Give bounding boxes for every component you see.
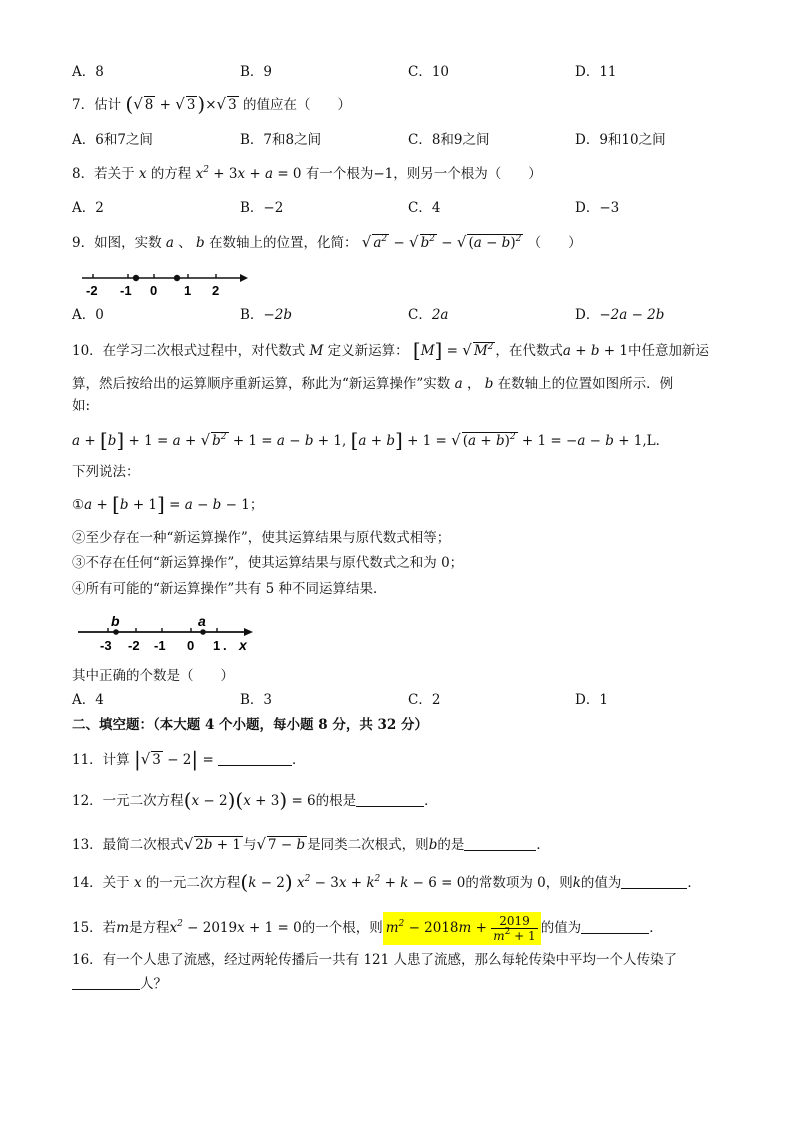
q6-option-d: D．11 <box>575 64 617 80</box>
q10-label-b: b <box>111 613 120 629</box>
q13-answer-blank[interactable] <box>464 836 536 851</box>
q10-point-b <box>113 629 119 635</box>
q8-option-b: B．−2 <box>240 200 284 216</box>
q10-option-d: D．1 <box>575 692 608 708</box>
q12-stem: 12．一元二次方程(x − 2)(x + 3) = 6的根是 ． <box>72 788 438 812</box>
q9-tick-label: 1 <box>184 283 192 298</box>
q10-axis-arrow <box>244 628 253 636</box>
q10-tick-label: 1 <box>213 638 221 653</box>
q15-stem: 15．若m是方程$x^2 - 2019x + 1 = 0$的一个根，则 $m^2 - 2018m$ + $\frac{2019}{m^2 + 1}$ 的值为 ． <box>72 914 663 943</box>
q6-option-c: C．10 <box>408 64 450 80</box>
q9-option-b: B．−2b <box>240 307 292 323</box>
q11-answer-blank[interactable] <box>218 751 292 766</box>
q9-option-a: A．0 <box>72 307 104 323</box>
q7-option-a: A．6和7之间 <box>72 132 153 148</box>
q8-equation: $x^2 + 3x + a = 0$ <box>195 165 302 182</box>
q7-options <box>72 130 732 150</box>
q6-options <box>72 62 732 82</box>
q10-label-a: a <box>198 613 206 629</box>
q10-label-x: x <box>239 637 247 653</box>
q9-tick-label: -1 <box>120 283 132 298</box>
q16-stem-line2: 人？ <box>72 974 167 994</box>
q8-option-d: D．−3 <box>575 200 620 216</box>
q10-tick-label: -2 <box>128 638 140 653</box>
q9-tick-label: -2 <box>86 283 98 298</box>
q14-stem: 14．关于 x 的一元二次方程(k − 2) $x^2 - 3x + k^2 + k - 6 = 0$的常数项为 0，则k的值为 ． <box>72 870 701 894</box>
q10-tick-dot: . <box>223 638 227 653</box>
q9-stem: 9．如图，实数 a 、 b 在数轴上的位置，化简： √ $a^2$ − √ $b^2$ − √ $(a - b)^2$ （ ） <box>72 233 582 251</box>
q10-example: a + [b] + 1 = a + √ $b^2 + 1 = a - b + 1$, [a + b] + 1 = √ $(a + b)^2 + 1 = -a - b + 1,L$． <box>72 428 670 452</box>
q10-list-intro: 下列说法： <box>72 464 140 480</box>
q9-option-c: C．2a <box>408 307 449 323</box>
q10-tick-label: -1 <box>154 638 166 653</box>
q10-statement-1: ①a + [b + 1] = a − b − 1； <box>72 492 264 516</box>
section-2-heading: 二、填空题：（本大题 4 个小题，每小题 8 分，共 32 分） <box>72 717 429 733</box>
q12-answer-blank[interactable] <box>356 792 424 807</box>
q15-highlighted-expression: $m^2 - 2018m$ + $\frac{2019}{m^2 + 1}$ <box>383 912 541 945</box>
q9-number-line <box>80 264 250 300</box>
q9-point-b <box>133 275 139 281</box>
q9-axis-arrow <box>240 274 248 282</box>
q9-tick-label: 2 <box>212 283 220 298</box>
q8-option-a: A．2 <box>72 200 104 216</box>
q8-stem: 8．若关于 x 的方程 $x^2 + 3x + a = 0$ 有一个根为−1，则另一个根为（ ） <box>72 165 542 182</box>
q11-stem: 11．计算 |√ 3 − 2| = ． <box>72 747 306 771</box>
q8-option-c: C．4 <box>408 200 441 216</box>
q9-option-d: D．−2a − 2b <box>575 307 665 323</box>
q10-statement-3: ③不存在任何“新运算操作”，使其运算结果与原代数式之和为 0； <box>72 555 464 571</box>
q14-answer-blank[interactable] <box>621 874 687 889</box>
q10-option-b: B．3 <box>240 692 273 708</box>
q10-point-a <box>200 629 206 635</box>
q16-answer-blank[interactable] <box>72 975 140 990</box>
q10-tick-label: 0 <box>187 638 195 653</box>
q10-options <box>72 690 732 710</box>
q10-statement-2: ②至少存在一种“新运算操作”，使其运算结果与原代数式相等； <box>72 530 451 546</box>
q10-number-line <box>76 612 261 656</box>
q10-tick-label: -3 <box>100 638 112 653</box>
q8-options <box>72 198 732 218</box>
q10-stem-line2: 算，然后按给出的运算顺序重新运算，称此为“新运算操作”实数 a ， b 在数轴上的位置如图所示．例 <box>72 376 674 392</box>
q10-question: 其中正确的个数是（ ） <box>72 668 234 684</box>
q6-option-b: B．9 <box>240 64 273 80</box>
q7-option-c: C．8和9之间 <box>408 132 490 148</box>
q10-option-a: A．4 <box>72 692 104 708</box>
q7-option-d: D．9和10之间 <box>575 132 666 148</box>
q9-tick-label: 0 <box>150 283 158 298</box>
q7-option-b: B．7和8之间 <box>240 132 322 148</box>
q9-options <box>72 305 732 325</box>
q10-statement-4: ④所有可能的“新运算操作”共有 5 种不同运算结果． <box>72 581 387 597</box>
q10-stem-line3: 如: <box>72 398 91 414</box>
q6-option-a: A．8 <box>72 64 104 80</box>
q9-point-a <box>174 275 180 281</box>
q7-stem: 7．估计 (√ 8 + √ 3 )×√ 3 的值应在（ ） <box>72 92 351 116</box>
q16-stem-line1: 16．有一个人患了流感，经过两轮传播后一共有 121 人患了流感，那么每轮传染中平均一个人传染了 <box>72 952 678 968</box>
q7-expression: (√ 8 + √ 3 )×√ 3 <box>125 92 237 116</box>
q13-stem: 13．最简二次根式√ 2b + 1 与√ 7 − b 是同类二次根式，则b的是 ． <box>72 835 550 853</box>
q10-option-c: C．2 <box>408 692 441 708</box>
q10-stem-line1: 10．在学习二次根式过程中，对代数式 M 定义新运算： [M] = √ $M^2$ ，在代数式a + b + 1中任意加新运 <box>72 338 709 362</box>
q15-answer-blank[interactable] <box>581 919 649 934</box>
q9-expression: √ $a^2$ − √ $b^2$ − √ $(a - b)^2$ <box>361 233 522 251</box>
